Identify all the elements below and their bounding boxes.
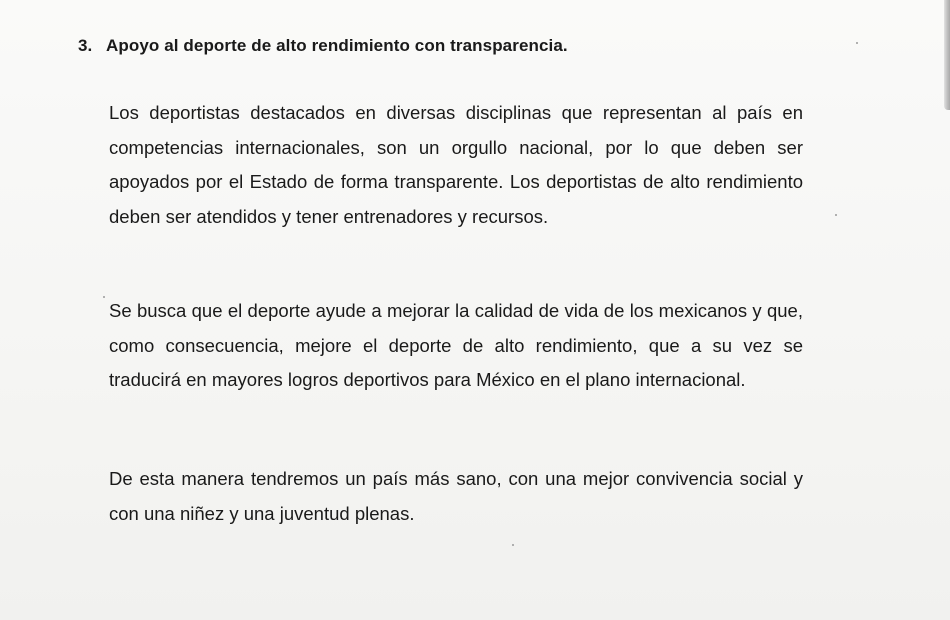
paragraph-1: Los deportistas destacados en diversas disciplinas que representan al país en competencias internacionales, son un orgullo nacional, por lo que deben ser apoyados por el Estado de forma transparente. Los deportistas de alto rendimiento deben ser atendidos y tener entrenadores y recursos. — [109, 102, 803, 227]
section-number: 3. — [78, 36, 93, 55]
scan-speck — [835, 214, 837, 216]
page-edge-shadow — [944, 0, 950, 110]
paragraph-3: De esta manera tendremos un país más sano, con una mejor convivencia social y con una niñez y una juventud plenas. — [109, 468, 803, 524]
scan-speck — [512, 544, 514, 546]
paragraph-2: Se busca que el deporte ayude a mejorar la calidad de vida de los mexicanos y que, como consecuencia, mejore el deporte de alto rendimiento, que a su vez se traducirá en mayores logros deportivos para México en el plano internacional. — [109, 300, 803, 390]
scan-speck — [103, 296, 105, 298]
scan-speck — [856, 42, 858, 44]
section-title: Apoyo al deporte de alto rendimiento con transparencia. — [106, 36, 568, 55]
section-heading — [78, 36, 568, 56]
